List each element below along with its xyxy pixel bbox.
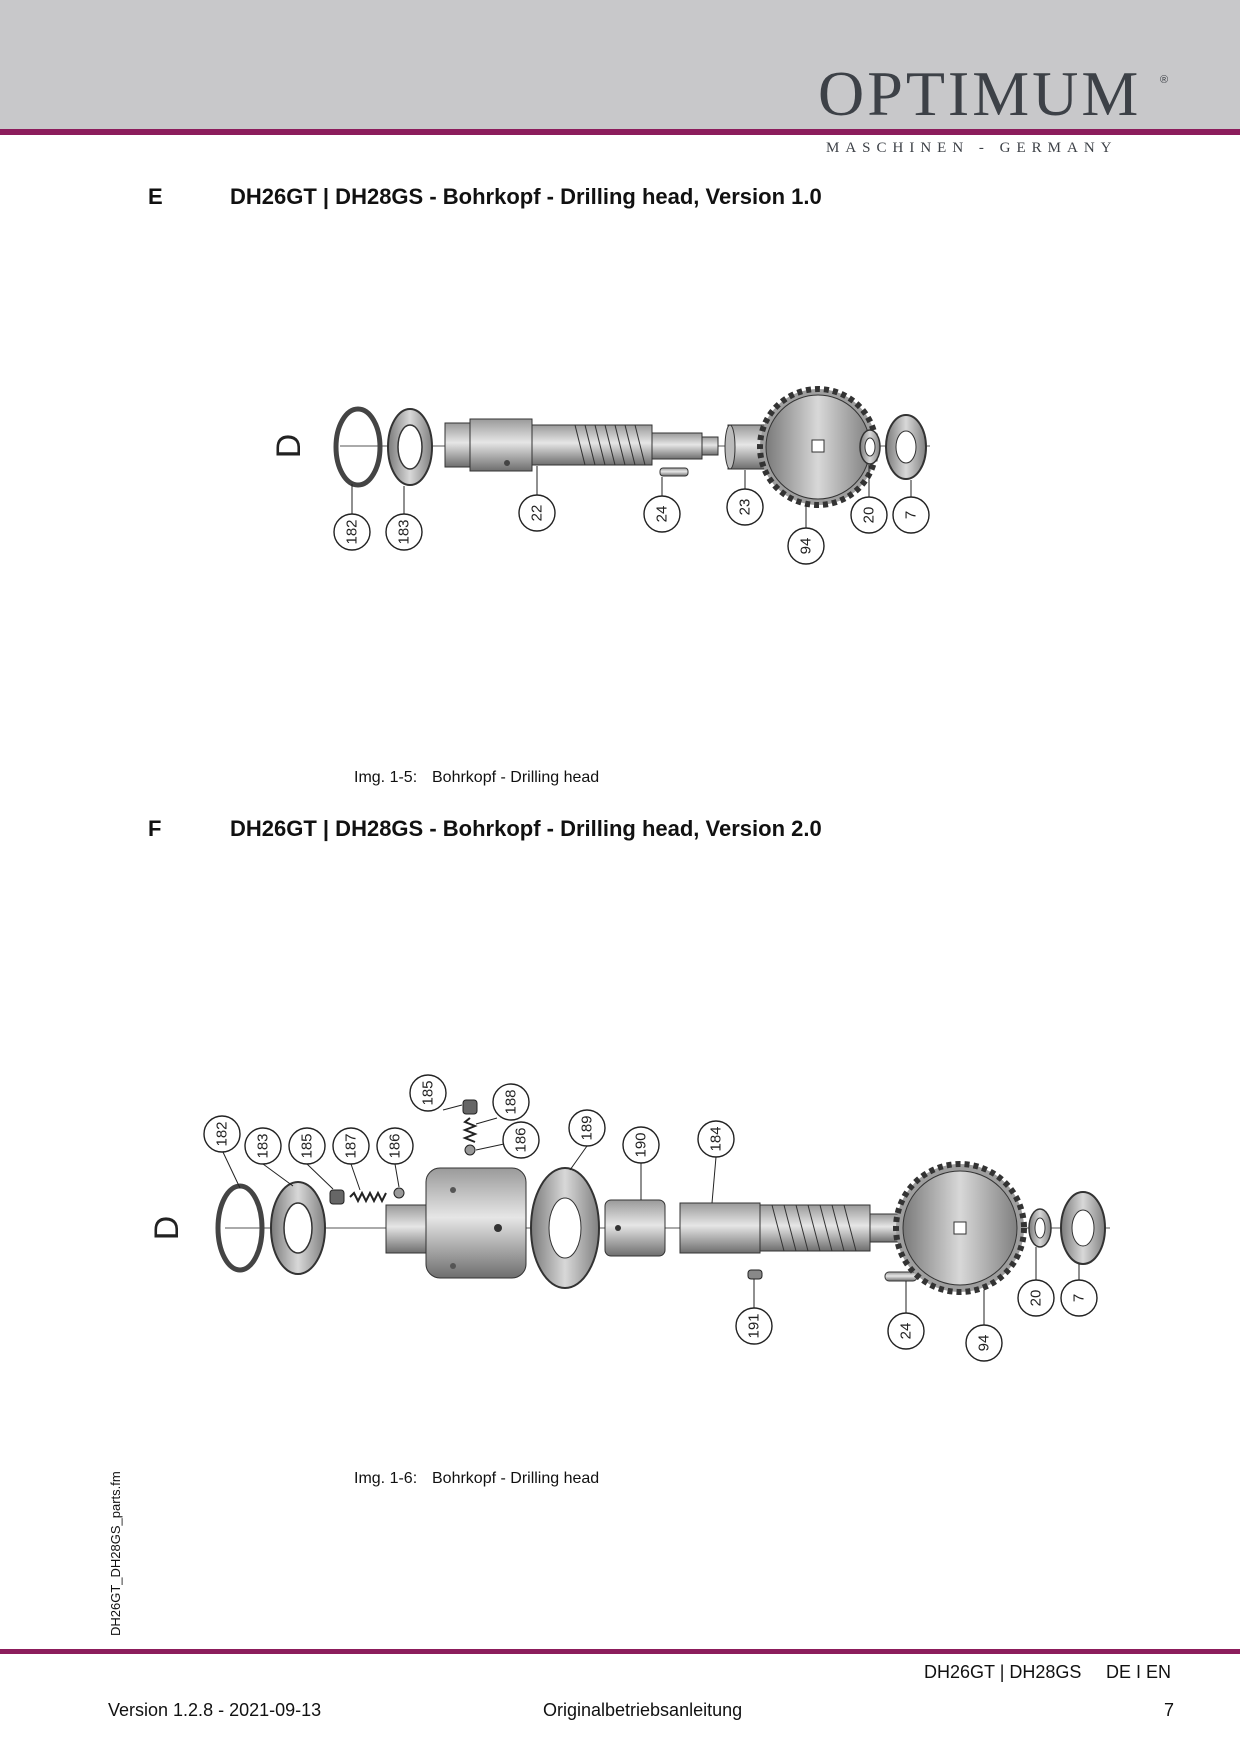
view-marker-d: D: [148, 1215, 186, 1241]
svg-text:7: 7: [1070, 1293, 1088, 1303]
caption-text: Bohrkopf - Drilling head: [432, 1470, 600, 1487]
caption-number: Img. 1-6:: [354, 1470, 418, 1487]
brand-logo: OPTIMUM: [818, 58, 1142, 129]
callout-23: [727, 489, 763, 525]
svg-text:20: 20: [1027, 1289, 1045, 1307]
footer-doc-type: Originalbetriebsanleitung: [543, 1700, 743, 1720]
callout-189: [569, 1110, 605, 1146]
callout-182: [334, 514, 370, 550]
callout-185: [289, 1128, 325, 1164]
svg-text:24: 24: [653, 505, 671, 523]
gear: [760, 389, 876, 505]
section-f-title: DH26GT | DH28GS - Bohrkopf - Drilling head, Version 2.0: [230, 816, 822, 841]
svg-text:189: 189: [578, 1115, 596, 1141]
callout-190: [623, 1127, 659, 1163]
svg-text:184: 184: [707, 1126, 725, 1152]
footer-model: DH26GT | DH28GS: [924, 1662, 1082, 1682]
callout-7: [1061, 1280, 1097, 1316]
callout-7: [893, 497, 929, 533]
caption-number: Img. 1-5:: [354, 769, 418, 786]
caption-text: Bohrkopf - Drilling head: [432, 769, 600, 786]
figure-caption-1-5: [354, 769, 599, 787]
svg-text:7: 7: [902, 510, 920, 520]
callout-191: [736, 1308, 772, 1344]
svg-text:94: 94: [797, 537, 815, 555]
svg-text:22: 22: [528, 504, 546, 522]
callout-183: [245, 1128, 281, 1164]
svg-text:183: 183: [254, 1133, 272, 1159]
svg-text:182: 182: [213, 1121, 231, 1147]
footer-rule: [0, 1649, 1240, 1654]
figure-caption-1-6: [354, 1470, 599, 1488]
header-rule: [0, 129, 1240, 135]
svg-text:183: 183: [395, 519, 413, 545]
callout-24: [888, 1313, 924, 1349]
spindle-shaft: [680, 1203, 760, 1253]
key: [885, 1272, 917, 1281]
callout-188: [493, 1084, 529, 1120]
side-file-label: DH26GT_DH28GS_parts.fm: [108, 1471, 123, 1636]
callout-183: [386, 514, 422, 550]
callout-22: [519, 495, 555, 531]
section-e-title: DH26GT | DH28GS - Bohrkopf - Drilling head, Version 1.0: [230, 184, 822, 209]
svg-text:23: 23: [736, 498, 754, 516]
callout-186: [377, 1128, 413, 1164]
callout-24: [644, 496, 680, 532]
svg-text:191: 191: [745, 1313, 763, 1339]
drilling-head-v2-diagram: [0, 1070, 1240, 1370]
sleeve: [605, 1200, 665, 1256]
svg-text:24: 24: [897, 1322, 915, 1340]
key: [660, 468, 688, 476]
svg-text:186: 186: [386, 1133, 404, 1159]
drilling-head-v1-diagram: [0, 360, 1240, 590]
callout-182: [204, 1116, 240, 1152]
callout-184: [698, 1121, 734, 1157]
svg-text:185: 185: [298, 1133, 316, 1159]
callout-20: [851, 497, 887, 533]
svg-text:186: 186: [512, 1127, 530, 1153]
callout-20: [1018, 1280, 1054, 1316]
pin: [748, 1270, 762, 1279]
ball: [394, 1188, 404, 1198]
grub-screw: [330, 1190, 344, 1204]
section-f-letter: F: [148, 816, 162, 841]
svg-text:20: 20: [860, 506, 878, 524]
callout-94: [788, 528, 824, 564]
svg-text:188: 188: [502, 1089, 520, 1115]
view-marker-d: D: [270, 433, 308, 459]
retaining-ring: [336, 409, 380, 485]
svg-text:182: 182: [343, 519, 361, 545]
svg-text:187: 187: [342, 1133, 360, 1159]
spindle-hub: [426, 1168, 526, 1278]
footer-languages: DE I EN: [1106, 1662, 1172, 1682]
brand-tagline: MASCHINEN - GERMANY: [826, 140, 1118, 156]
svg-text:94: 94: [975, 1334, 993, 1352]
footer-page-number: 7: [1164, 1700, 1175, 1720]
gear: [896, 1164, 1024, 1292]
callout-94: [966, 1325, 1002, 1361]
callout-186-upper: [503, 1122, 539, 1158]
svg-text:185: 185: [419, 1080, 437, 1106]
registered-mark: ®: [1160, 74, 1169, 86]
callout-187: [333, 1128, 369, 1164]
spring: [350, 1193, 386, 1201]
svg-text:190: 190: [632, 1132, 650, 1158]
section-e-letter: E: [148, 184, 163, 209]
footer-version: Version 1.2.8 - 2021-09-13: [108, 1700, 322, 1720]
callout-185-upper: [410, 1075, 446, 1111]
